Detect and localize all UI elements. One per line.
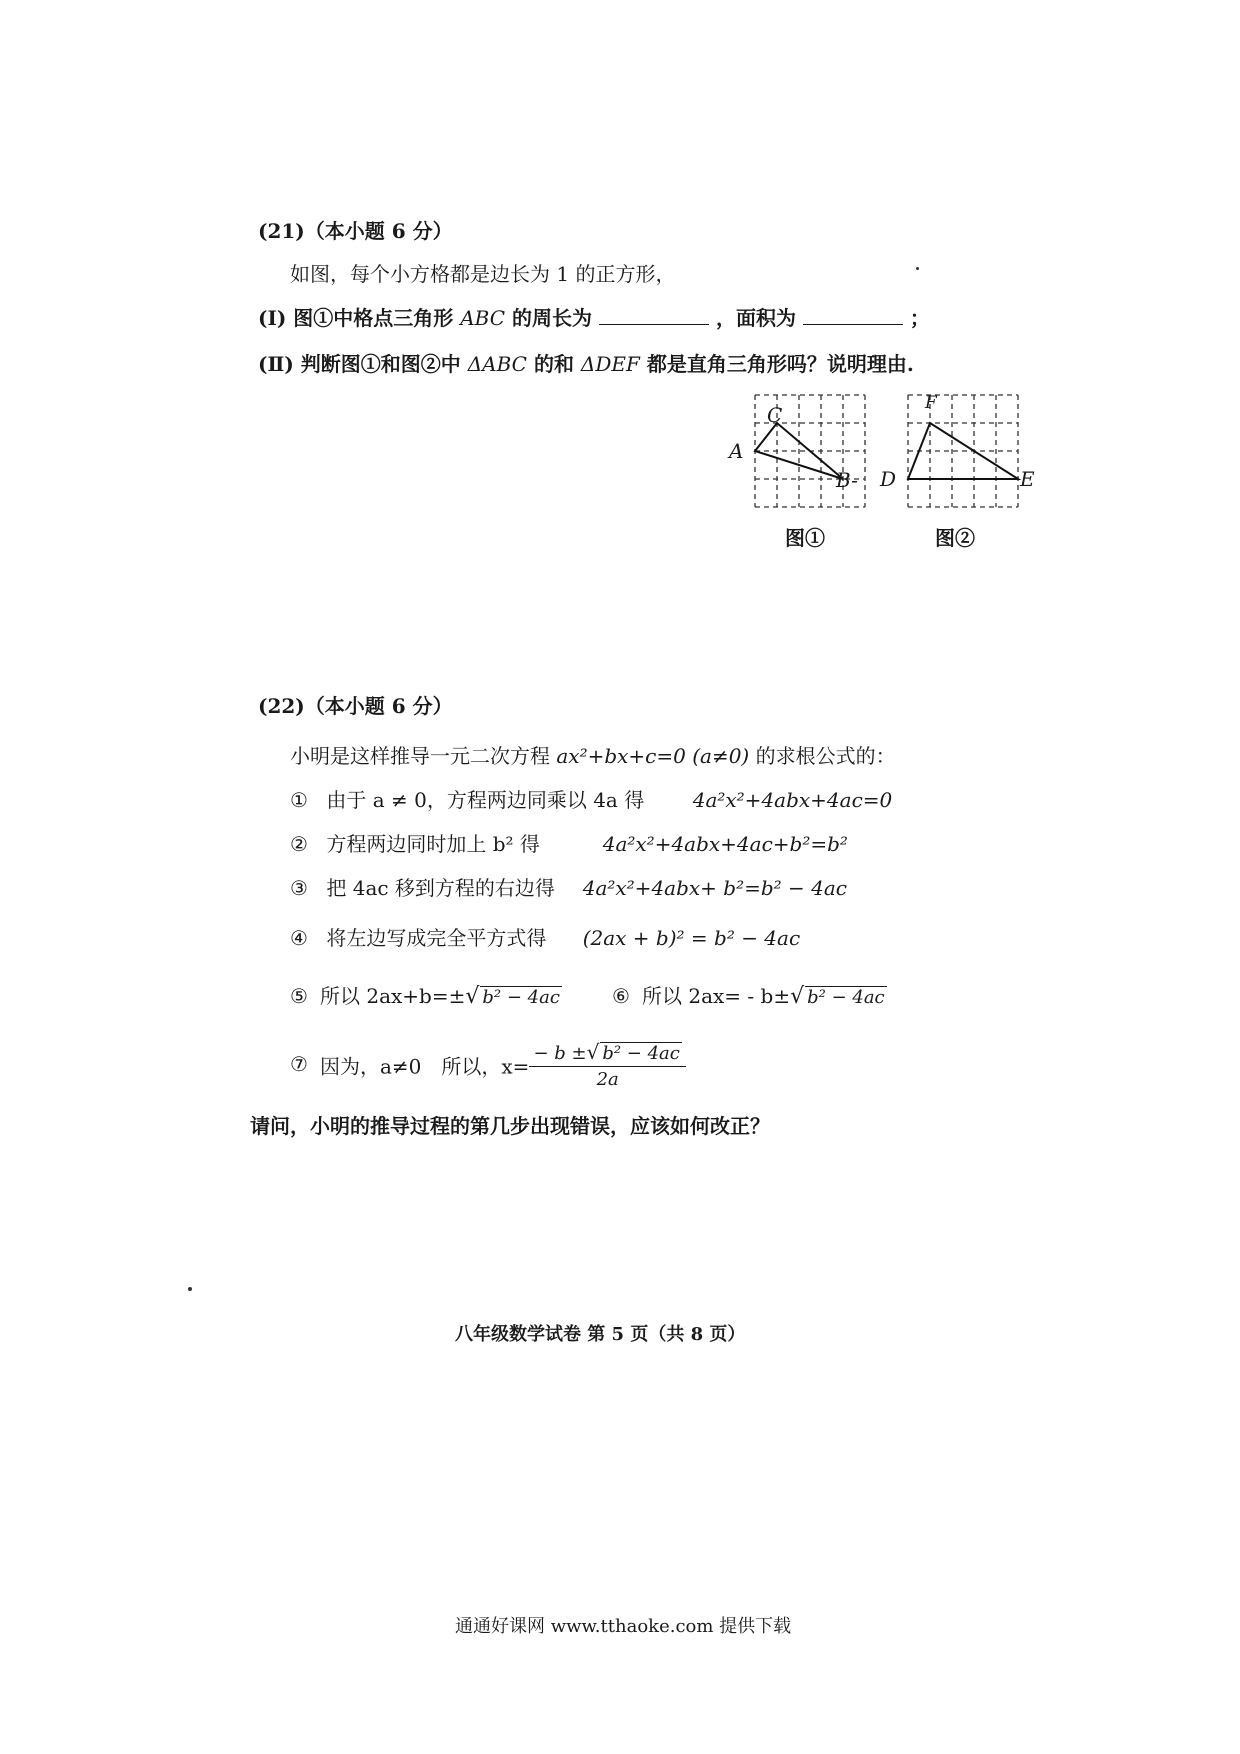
formula-numerator <box>529 1040 685 1067</box>
sqrt-symbol-7: √ <box>586 1040 600 1064</box>
q21-part2-text-b: 的和 <box>533 352 574 376</box>
scan-speck <box>188 1287 192 1291</box>
q21-part2 <box>258 348 914 377</box>
step-1-number: ① <box>290 788 308 812</box>
q22-intro-b: 的求根公式的： <box>755 744 896 768</box>
q21-part1-label: (Ⅰ) <box>258 306 287 330</box>
sqrt-symbol-5: √ <box>465 984 480 1009</box>
q21-part2-text-a: 判断图①和图②中 <box>300 352 461 376</box>
q21-intro: 如图，每个小方格都是边长为 1 的正方形， <box>290 262 676 286</box>
step-3-text: 把 4ac 移到方程的右边得 <box>326 876 555 900</box>
q22-header <box>258 690 453 719</box>
step-4 <box>290 922 800 951</box>
fig1-caption: 图① <box>785 526 825 550</box>
step-2-number: ② <box>290 832 308 856</box>
q22-intro-equation: ax²+bx+c=0 (a≠0) <box>556 744 750 768</box>
q21-part2-text-c: 都是直角三角形吗？说明理由. <box>646 352 914 376</box>
step-5 <box>290 980 562 1009</box>
q21-part2-label: (Ⅱ) <box>258 352 294 376</box>
fig2-caption: 图② <box>935 526 975 550</box>
q21-tri-abc: ΔABC <box>467 352 527 376</box>
fig1-label-c: C <box>767 403 783 427</box>
step-2 <box>290 828 848 857</box>
q21-tri-def: ΔDEF <box>580 352 640 376</box>
step-1 <box>290 784 892 813</box>
step-1-equation: 4a²x²+4abx+4ac=0 <box>692 788 893 812</box>
step-7 <box>290 1040 686 1090</box>
q21-part1-text-c: ，面积为 <box>715 306 796 330</box>
perimeter-blank[interactable] <box>599 324 709 325</box>
q21-points: （本小题 6 分） <box>304 219 453 243</box>
fig2-label-e: E <box>1020 467 1035 491</box>
page-footer: 八年级数学试卷 第 5 页（共 8 页） <box>455 1324 746 1345</box>
fig1-label-b: B- <box>836 468 858 492</box>
step-4-equation: (2ax + b)² = b² − 4ac <box>582 926 801 950</box>
step-6-radicand: b² − 4ac <box>807 987 885 1008</box>
q22-question: 请问，小明的推导过程的第几步出现错误，应该如何改正？ <box>250 1114 770 1138</box>
q22-number: (22) <box>258 694 305 718</box>
q22-intro-a: 小明是这样推导一元二次方程 <box>290 744 550 768</box>
scan-speck <box>916 267 919 270</box>
step-3-number: ③ <box>290 876 308 900</box>
q22-points: （本小题 6 分） <box>304 694 453 718</box>
figure-2 <box>880 393 1035 513</box>
q21-part1 <box>258 302 930 331</box>
step-3-equation: 4a²x²+4abx+ b²=b² − 4ac <box>582 876 848 900</box>
q21-part1-text-a: 图①中格点三角形 <box>293 306 454 330</box>
watermark-footer: 通通好课网 www.tthaoke.com 提供下载 <box>455 1616 792 1637</box>
step-1-text: 由于 a ≠ 0，方程两边同乘以 4a 得 <box>326 788 645 812</box>
quadratic-formula-fraction <box>529 1040 685 1090</box>
step-5-text: 所以 2ax+b=± <box>320 984 466 1008</box>
q21-part1-text-b: 的周长为 <box>512 306 593 330</box>
fig2-label-f: F <box>925 393 937 413</box>
step-6-number: ⑥ <box>612 984 630 1008</box>
q21-part1-end: ； <box>909 306 930 330</box>
q21-header <box>258 215 453 244</box>
step-4-number: ④ <box>290 926 308 950</box>
fig1-label-a: A <box>729 439 744 463</box>
step-5-number: ⑤ <box>290 984 308 1008</box>
formula-denominator: 2a <box>596 1069 619 1090</box>
q21-number: (21) <box>258 219 305 243</box>
fig2-label-d: D <box>880 467 897 491</box>
step-7-text: 因为，a≠0 所以，x= <box>320 1054 530 1079</box>
step-2-text: 方程两边同时加上 b² 得 <box>326 832 540 856</box>
step-2-equation: 4a²x²+4abx+4ac+b²=b² <box>602 832 848 856</box>
step-4-text: 将左边写成完全平方式得 <box>326 926 547 950</box>
step-7-radicand: b² − 4ac <box>602 1043 680 1064</box>
step-3 <box>290 872 847 901</box>
step-6 <box>612 980 887 1009</box>
step-7-number: ⑦ <box>290 1051 308 1076</box>
figure-2-grid <box>880 393 1030 513</box>
sqrt-symbol-6: √ <box>790 984 805 1009</box>
step-5-radicand: b² − 4ac <box>482 987 560 1008</box>
figure-1-grid <box>735 393 875 513</box>
step-6-text: 所以 2ax= - b± <box>642 984 791 1008</box>
area-blank[interactable] <box>803 324 903 325</box>
figure-1 <box>729 393 875 513</box>
numerator-prefix: − b ± <box>533 1043 587 1064</box>
q22-intro <box>290 740 896 769</box>
q21-part1-abc: ABC <box>460 306 506 330</box>
